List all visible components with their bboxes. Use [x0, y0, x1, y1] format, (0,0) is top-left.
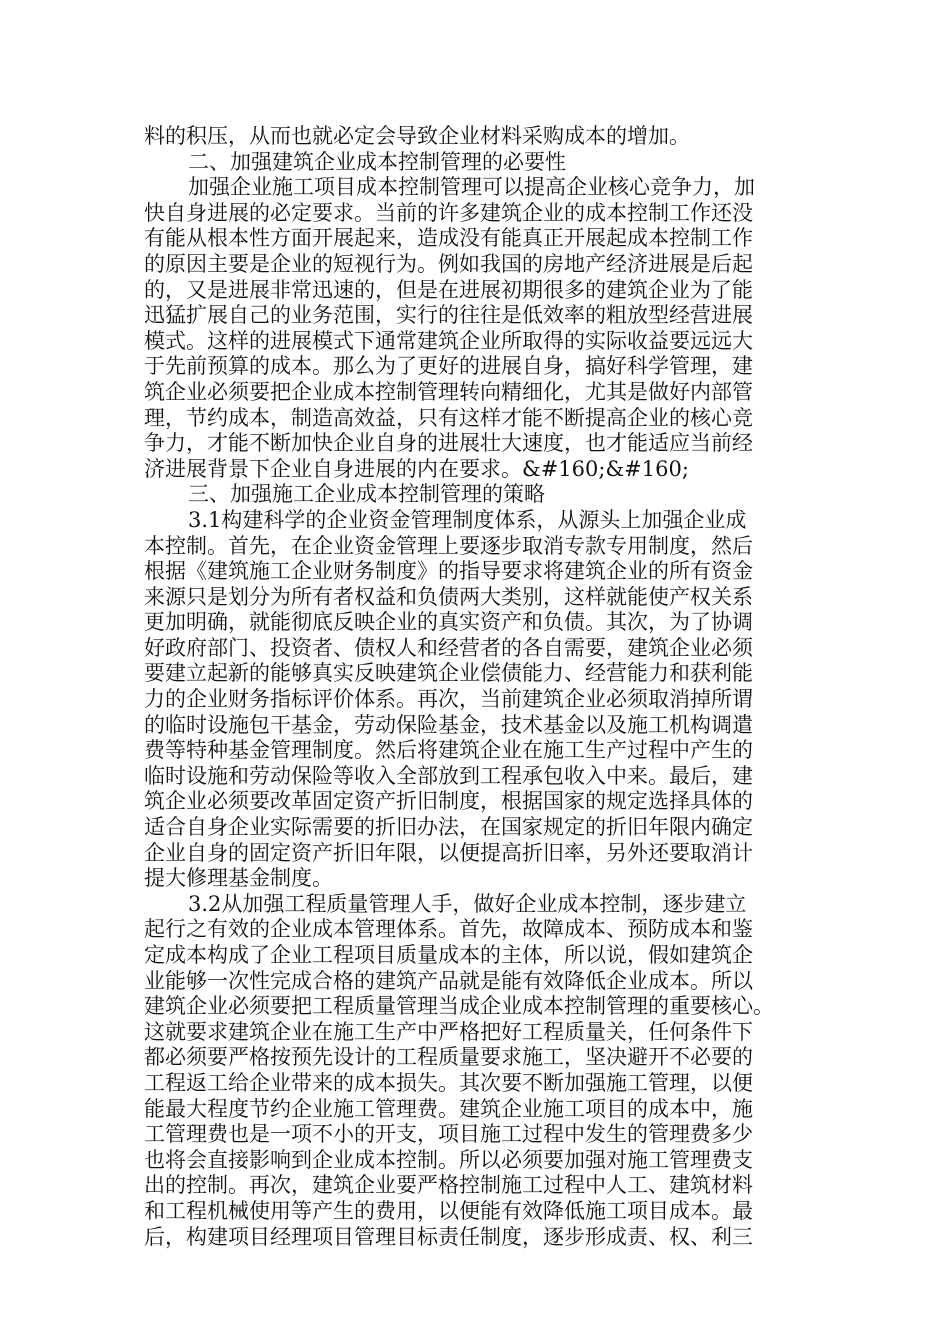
text-line: 后，构建项目经理项目管理目标责任制度，逐步形成责、权、利三	[144, 1224, 753, 1249]
text-line: 迅猛扩展自己的业务范围，实行的往往是低效率的粗放型经营进展	[144, 303, 753, 328]
text-line: 企业自身的固定资产折旧年限，以便提高折旧率，另外还要取消计	[144, 840, 753, 865]
text-line: 根据《建筑施工企业财务制度》的指导要求将建筑企业的所有资金	[144, 559, 753, 584]
text-line: 费等特种基金管理制度。然后将建筑企业在施工生产过程中产生的	[144, 738, 753, 763]
text-line: 加强企业施工项目成本控制管理可以提高企业核心竞争力，加	[188, 175, 755, 200]
text-line: 料的积压，从而也就必定会导致企业材料采购成本的增加。	[144, 124, 690, 148]
text-line: 能最大程度节约企业施工管理费。建筑企业施工项目的成本中，施	[144, 1096, 753, 1121]
text-line: 出的控制。再次，建筑企业要严格控制施工过程中人工、建筑材料	[144, 1173, 753, 1198]
text-line: 和工程机械使用等产生的费用，以便能有效降低施工项目成本。最	[144, 1198, 753, 1223]
text-line: 业能够一次性完成合格的建筑产品就是能有效降低企业成本。所以	[144, 968, 753, 993]
text-line: 更加明确，就能彻底反映企业的真实资产和负债。其次，为了协调	[144, 610, 753, 635]
text-line: 工程返工给企业带来的成本损失。其次要不断加强施工管理，以便	[144, 1070, 753, 1095]
text-line: 3.2从加强工程质量管理人手，做好企业成本控制，逐步建立	[188, 891, 747, 916]
text-line: 济进展背景下企业自身进展的内在要求。&#160;&#160;	[144, 456, 689, 481]
text-line: 的原因主要是企业的短视行为。例如我国的房地产经济进展是后起	[144, 251, 753, 276]
text-line: 好政府部门、投资者、债权人和经营者的各自需要，建筑企业必须	[144, 635, 753, 660]
text-line: 临时设施和劳动保险等收入全部放到工程承包收入中来。最后，建	[144, 763, 753, 788]
text-line: 争力，才能不断加快企业自身的进展壮大速度，也才能适应当前经	[144, 431, 753, 456]
text-line: 的，又是进展非常迅速的，但是在进展初期很多的建筑企业为了能	[144, 277, 753, 302]
text-line: 提大修理基金制度。	[144, 866, 333, 891]
text-line: 来源只是划分为所有者权益和负债两大类别，这样就能使产权关系	[144, 584, 753, 609]
text-line: 3.1构建科学的企业资金管理制度体系，从源头上加强企业成	[188, 507, 747, 532]
text-line: 力的企业财务指标评价体系。再次，当前建筑企业必须取消掉所谓	[144, 687, 753, 712]
text-line: 理，节约成本，制造高效益，只有这样才能不断提高企业的核心竞	[144, 405, 753, 430]
text-line: 筑企业必须要改革固定资产折旧制度，根据国家的规定选择具体的	[144, 789, 753, 814]
text-line: 也将会直接影响到企业成本控制。所以必须要加强对施工管理费支	[144, 1147, 753, 1172]
text-line: 工管理费也是一项不小的开支，项目施工过程中发生的管理费多少	[144, 1122, 753, 1147]
text-line: 模式。这样的进展模式下通常建筑企业所取得的实际收益要远远大	[144, 328, 753, 353]
text-line: 建筑企业必须要把工程质量管理当成企业成本控制管理的重要核心。	[144, 994, 774, 1019]
text-line: 本控制。首先，在企业资金管理上要逐步取消专款专用制度，然后	[144, 533, 753, 558]
text-line: 快自身进展的必定要求。当前的许多建筑企业的成本控制工作还没	[144, 200, 753, 225]
text-line: 都必须要严格按预先设计的工程质量要求施工，坚决避开不必要的	[144, 1045, 753, 1070]
text-line: 起行之有效的企业成本管理体系。首先，故障成本、预防成本和鉴	[144, 917, 753, 942]
text-line: 的临时设施包干基金，劳动保险基金，技术基金以及施工机构调遣	[144, 712, 753, 737]
text-line: 筑企业必须要把企业成本控制管理转向精细化，尤其是做好内部管	[144, 379, 753, 404]
text-line: 三、加强施工企业成本控制管理的策略	[188, 482, 545, 507]
text-line: 要建立起新的能够真实反映建筑企业偿债能力、经营能力和获利能	[144, 661, 753, 686]
document-page	[144, 124, 804, 1250]
text-line: 这就要求建筑企业在施工生产中严格把好工程质量关，任何条件下	[144, 1019, 753, 1044]
text-line: 二、加强建筑企业成本控制管理的必要性	[188, 149, 566, 174]
text-line: 有能从根本性方面开展起来，造成没有能真正开展起成本控制工作	[144, 226, 753, 251]
text-line: 适合自身企业实际需要的折旧办法，在国家规定的折旧年限内确定	[144, 815, 753, 840]
text-line: 于先前预算的成本。那么为了更好的进展自身，搞好科学管理，建	[144, 354, 753, 379]
text-line: 定成本构成了企业工程项目质量成本的主体，所以说，假如建筑企	[144, 943, 753, 967]
